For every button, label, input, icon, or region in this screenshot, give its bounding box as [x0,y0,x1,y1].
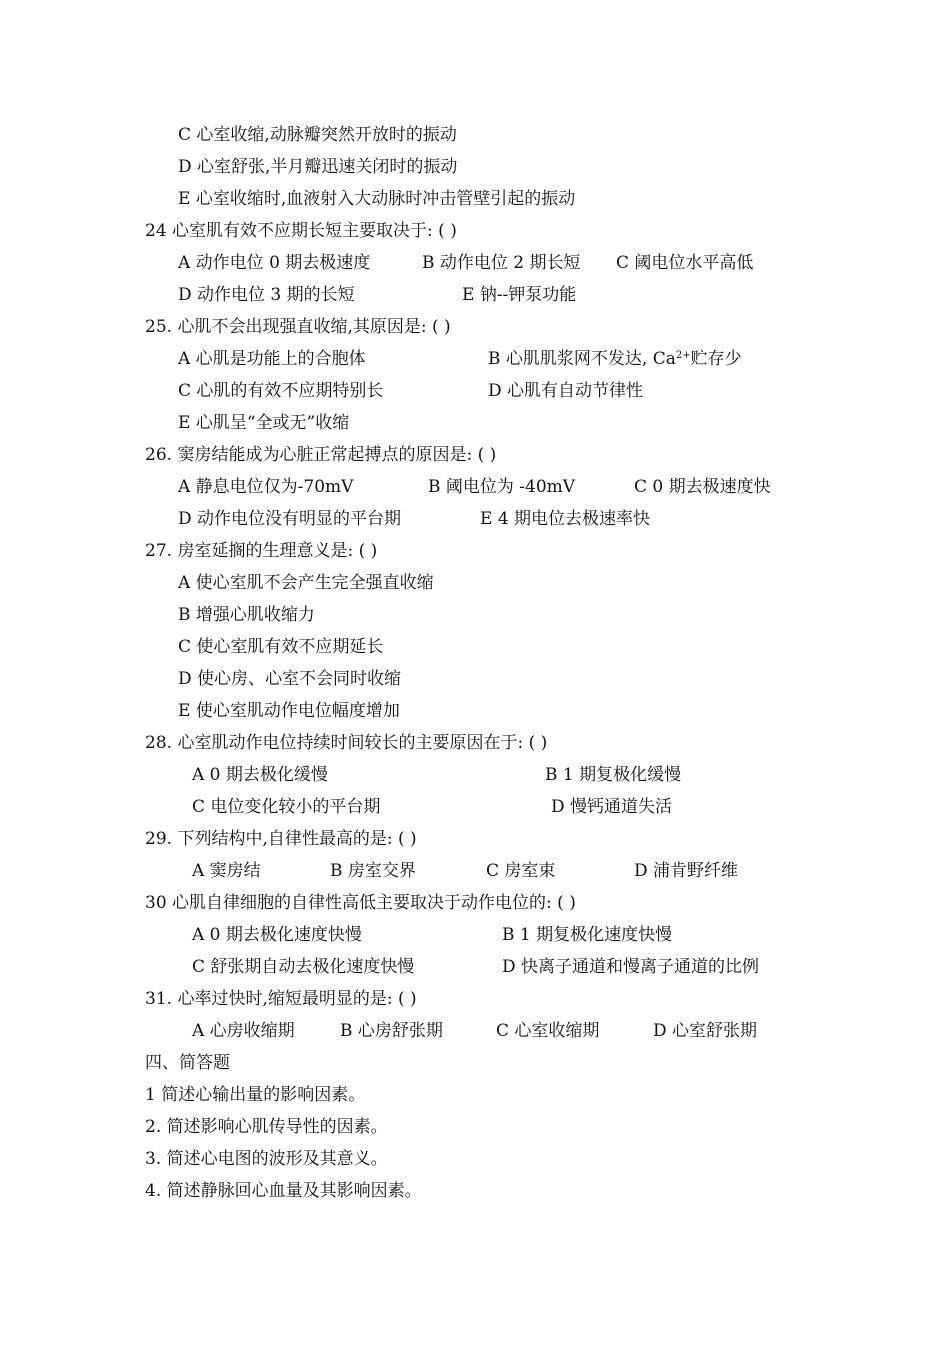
q27-stem: 27. 房室延搁的生理意义是: ( ) [145,541,378,561]
q25-option-a: A 心肌是功能上的合胞体 [178,349,366,369]
q31-option-d: D 心室舒张期 [653,1021,758,1041]
q28-option-c: C 电位变化较小的平台期 [192,797,381,817]
q28-stem: 28. 心室肌动作电位持续时间较长的主要原因在于: ( ) [145,733,548,753]
q28-option-a: A 0 期去极化缓慢 [192,765,328,785]
q29-option-d: D 浦肯野纤维 [634,861,739,881]
q25-option-b-superscript: 2+ [675,350,691,361]
section4-item-1: 1 简述心输出量的影响因素。 [145,1085,366,1105]
q30-stem: 30 心肌自律细胞的自律性高低主要取决于动作电位的: ( ) [145,893,576,913]
q24-option-b: B 动作电位 2 期长短 [422,253,581,273]
q26-option-d: D 动作电位没有明显的平台期 [178,509,402,529]
q26-stem: 26. 窦房结能成为心脏正常起搏点的原因是: ( ) [145,445,497,465]
q31-option-c: C 心室收缩期 [496,1021,600,1041]
q28-option-b: B 1 期复极化缓慢 [545,765,682,785]
section4-item-3: 3. 简述心电图的波形及其意义。 [145,1149,388,1169]
section4-heading: 四、简答题 [145,1053,230,1073]
q27-option-b: B 增强心肌收缩力 [178,605,315,625]
q29-option-c: C 房室束 [486,861,556,881]
q30-option-b: B 1 期复极化速度快慢 [502,925,673,945]
q23-option-e: E 心室收缩时,血液射入大动脉时冲击管壁引起的振动 [178,189,576,209]
q25-option-b-text: B 心肌肌浆网不发达, Ca [488,349,676,369]
q27-option-c: C 使心室肌有效不应期延长 [178,637,384,657]
q25-option-b [488,348,742,370]
q27-option-d: D 使心房、心室不会同时收缩 [178,669,402,689]
q24-option-a: A 动作电位 0 期去极速度 [178,253,371,273]
q26-option-b: B 阈电位为 -40mV [428,477,576,497]
q25-option-d: D 心肌有自动节律性 [488,381,644,401]
q24-option-d: D 动作电位 3 期的长短 [178,285,355,305]
q29-option-a: A 窦房结 [192,861,261,881]
q30-option-a: A 0 期去极化速度快慢 [192,925,362,945]
section4-item-4: 4. 简述静脉回心血量及其影响因素。 [145,1181,422,1201]
q25-stem: 25. 心肌不会出现强直收缩,其原因是: ( ) [145,317,451,337]
q28-option-d: D 慢钙通道失活 [551,797,673,817]
q29-option-b: B 房室交界 [330,861,416,881]
section4-item-2: 2. 简述影响心肌传导性的因素。 [145,1117,388,1137]
q25-option-e: E 心肌呈“全或无”收缩 [178,413,350,433]
q23-option-c: C 心室收缩,动脉瓣突然开放时的振动 [178,125,457,145]
q23-option-d: D 心室舒张,半月瓣迅速关闭时的振动 [178,157,458,177]
q24-option-c: C 阈电位水平高低 [616,253,754,273]
q26-option-a: A 静息电位仅为-70mV [178,477,354,497]
q31-option-b: B 心房舒张期 [340,1021,443,1041]
q29-stem: 29. 下列结构中,自律性最高的是: ( ) [145,829,417,849]
q25-option-b-text-end: 贮存少 [690,349,742,369]
q27-option-a: A 使心室肌不会产生完全强直收缩 [178,573,434,593]
q30-option-d: D 快离子通道和慢离子通道的比例 [502,957,760,977]
q26-option-e: E 4 期电位去极速率快 [480,509,651,529]
q25-option-c: C 心肌的有效不应期特别长 [178,381,384,401]
q27-option-e: E 使心室肌动作电位幅度增加 [178,701,400,721]
q26-option-c: C 0 期去极速度快 [634,477,771,497]
q30-option-c: C 舒张期自动去极化速度快慢 [192,957,415,977]
q24-stem: 24 心室肌有效不应期长短主要取决于: ( ) [145,221,457,241]
q24-option-e: E 钠--钾泵功能 [462,285,577,305]
q31-option-a: A 心房收缩期 [192,1021,295,1041]
q31-stem: 31. 心率过快时,缩短最明显的是: ( ) [145,989,417,1009]
